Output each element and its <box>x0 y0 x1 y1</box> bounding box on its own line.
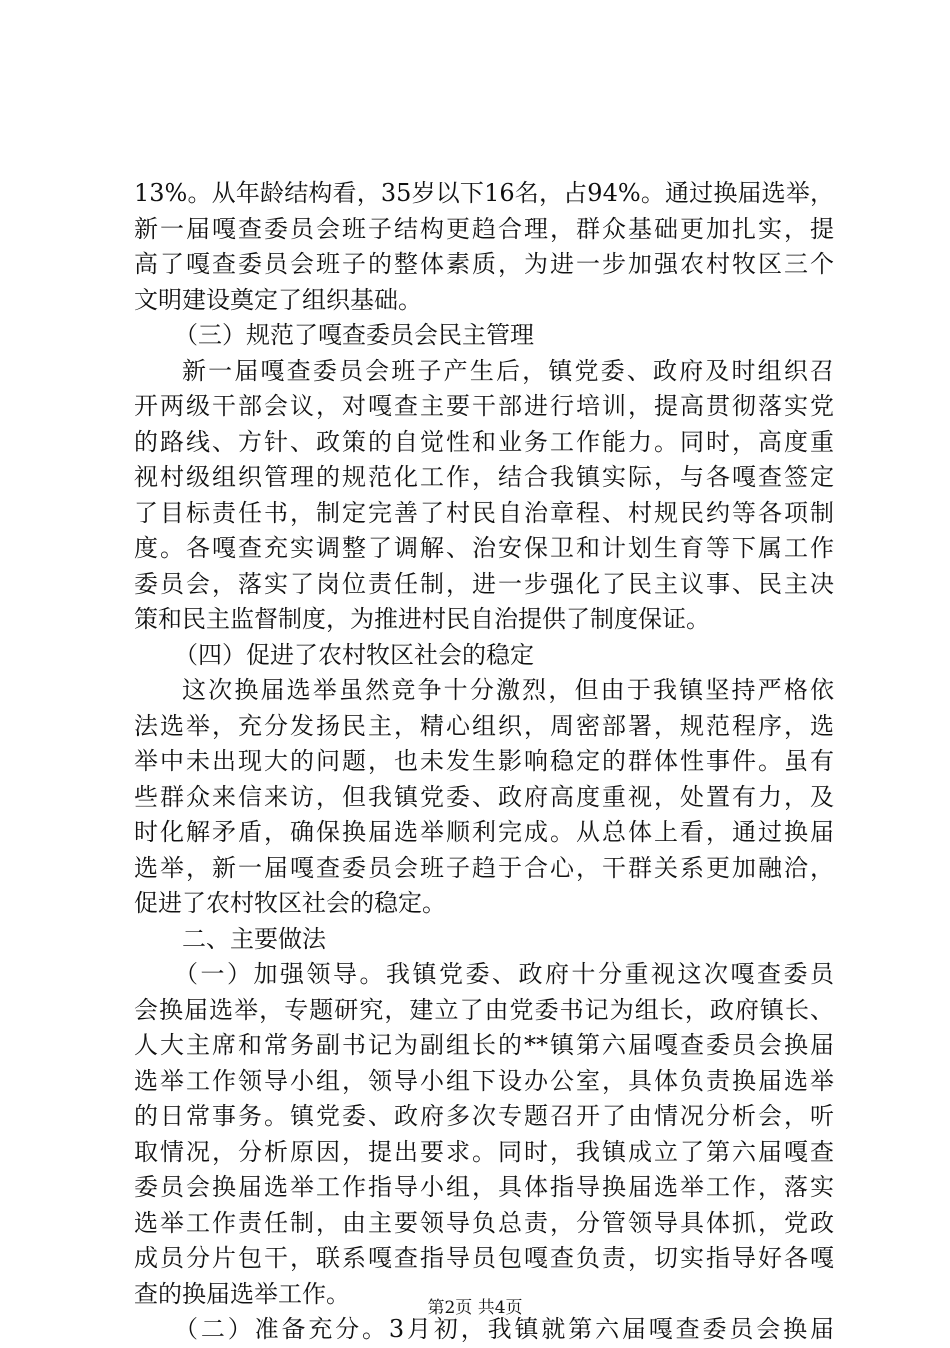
paragraph-line: 人大主席和常务副书记为副组长的**镇第六届嘎查委员会换届 <box>134 1031 834 1059</box>
section-heading: （四）促进了农村牧区社会的稳定 <box>174 640 534 669</box>
paragraph-line: （二）准备充分。3月初，我镇就第六届嘎查委员会换届 <box>174 1315 834 1343</box>
paragraph-line: 委员会换届选举工作指导小组，具体指导换届选举工作，落实 <box>134 1173 834 1201</box>
paragraph-line: 促进了农村牧区社会的稳定。 <box>134 889 446 917</box>
section-heading: （三）规范了嘎查委员会民主管理 <box>174 321 534 349</box>
paragraph-line: 新一届嘎查委员会班子结构更趋合理，群众基础更加扎实，提 <box>134 214 834 243</box>
paragraph-line: 开两级干部会议，对嘎查主要干部进行培训，提高贯彻落实党 <box>134 392 834 420</box>
paragraph-line: 的日常事务。镇党委、政府多次专题召开了由情况分析会，听 <box>134 1102 834 1130</box>
paragraph-line: 委员会，落实了岗位责任制，进一步强化了民主议事、民主决 <box>134 569 834 598</box>
paragraph-line: 了目标责任书，制定完善了村民自治章程、村规民约等各项制 <box>134 498 834 527</box>
page-number-footer: 第2页 共4页 <box>427 1298 523 1318</box>
paragraph-line: 选举工作责任制，由主要领导负总责，分管领导具体抓，党政 <box>134 1208 834 1237</box>
paragraph-line: 取情况，分析原因，提出要求。同时，我镇成立了第六届嘎查 <box>134 1137 834 1166</box>
section-heading: 二、主要做法 <box>182 924 326 953</box>
paragraph-line: 高了嘎查委员会班子的整体素质，为进一步加强农村牧区三个 <box>134 250 834 278</box>
paragraph-line: 法选举，充分发扬民主，精心组织，周密部署，规范程序，选 <box>134 711 834 740</box>
paragraph-line: 些群众来信来访，但我镇党委、政府高度重视，处置有力，及 <box>134 782 834 811</box>
paragraph-line: 成员分片包干，联系嘎查指导员包嘎查负责，切实指导好各嘎 <box>134 1244 834 1272</box>
paragraph-line: 选举工作领导小组，领导小组下设办公室，具体负责换届选举 <box>134 1066 834 1095</box>
paragraph-line: 会换届选举，专题研究，建立了由党委书记为组长，政府镇长、 <box>134 995 834 1024</box>
paragraph-line: （一）加强领导。我镇党委、政府十分重视这次嘎查委员 <box>174 960 834 988</box>
document-body <box>134 176 834 1348</box>
paragraph-line: 时化解矛盾，确保换届选举顺利完成。从总体上看，通过换届 <box>134 818 834 846</box>
paragraph-line: 举中未出现大的问题，也未发生影响稳定的群体性事件。虽有 <box>134 747 834 775</box>
paragraph-line: 13%。从年龄结构看，35岁以下16名，占94%。通过换届选举， <box>134 179 834 207</box>
paragraph-line: 策和民主监督制度，为推进村民自治提供了制度保证。 <box>134 605 710 633</box>
paragraph-line: 这次换届选举虽然竞争十分激烈，但由于我镇坚持严格依 <box>182 676 834 704</box>
paragraph-line: 的路线、方针、政策的自觉性和业务工作能力。同时，高度重 <box>134 427 834 456</box>
paragraph-line: 文明建设奠定了组织基础。 <box>134 285 422 314</box>
paragraph-line: 查的换届选举工作。 <box>134 1279 350 1308</box>
paragraph-line: 度。各嘎查充实调整了调解、治安保卫和计划生育等下属工作 <box>134 534 834 562</box>
paragraph-line: 视村级组织管理的规范化工作，结合我镇实际，与各嘎查签定 <box>134 463 834 491</box>
paragraph-line: 选举，新一届嘎查委员会班子趋于合心，干群关系更加融洽， <box>134 853 834 882</box>
paragraph-line: 新一届嘎查委员会班子产生后，镇党委、政府及时组织召 <box>182 356 834 385</box>
